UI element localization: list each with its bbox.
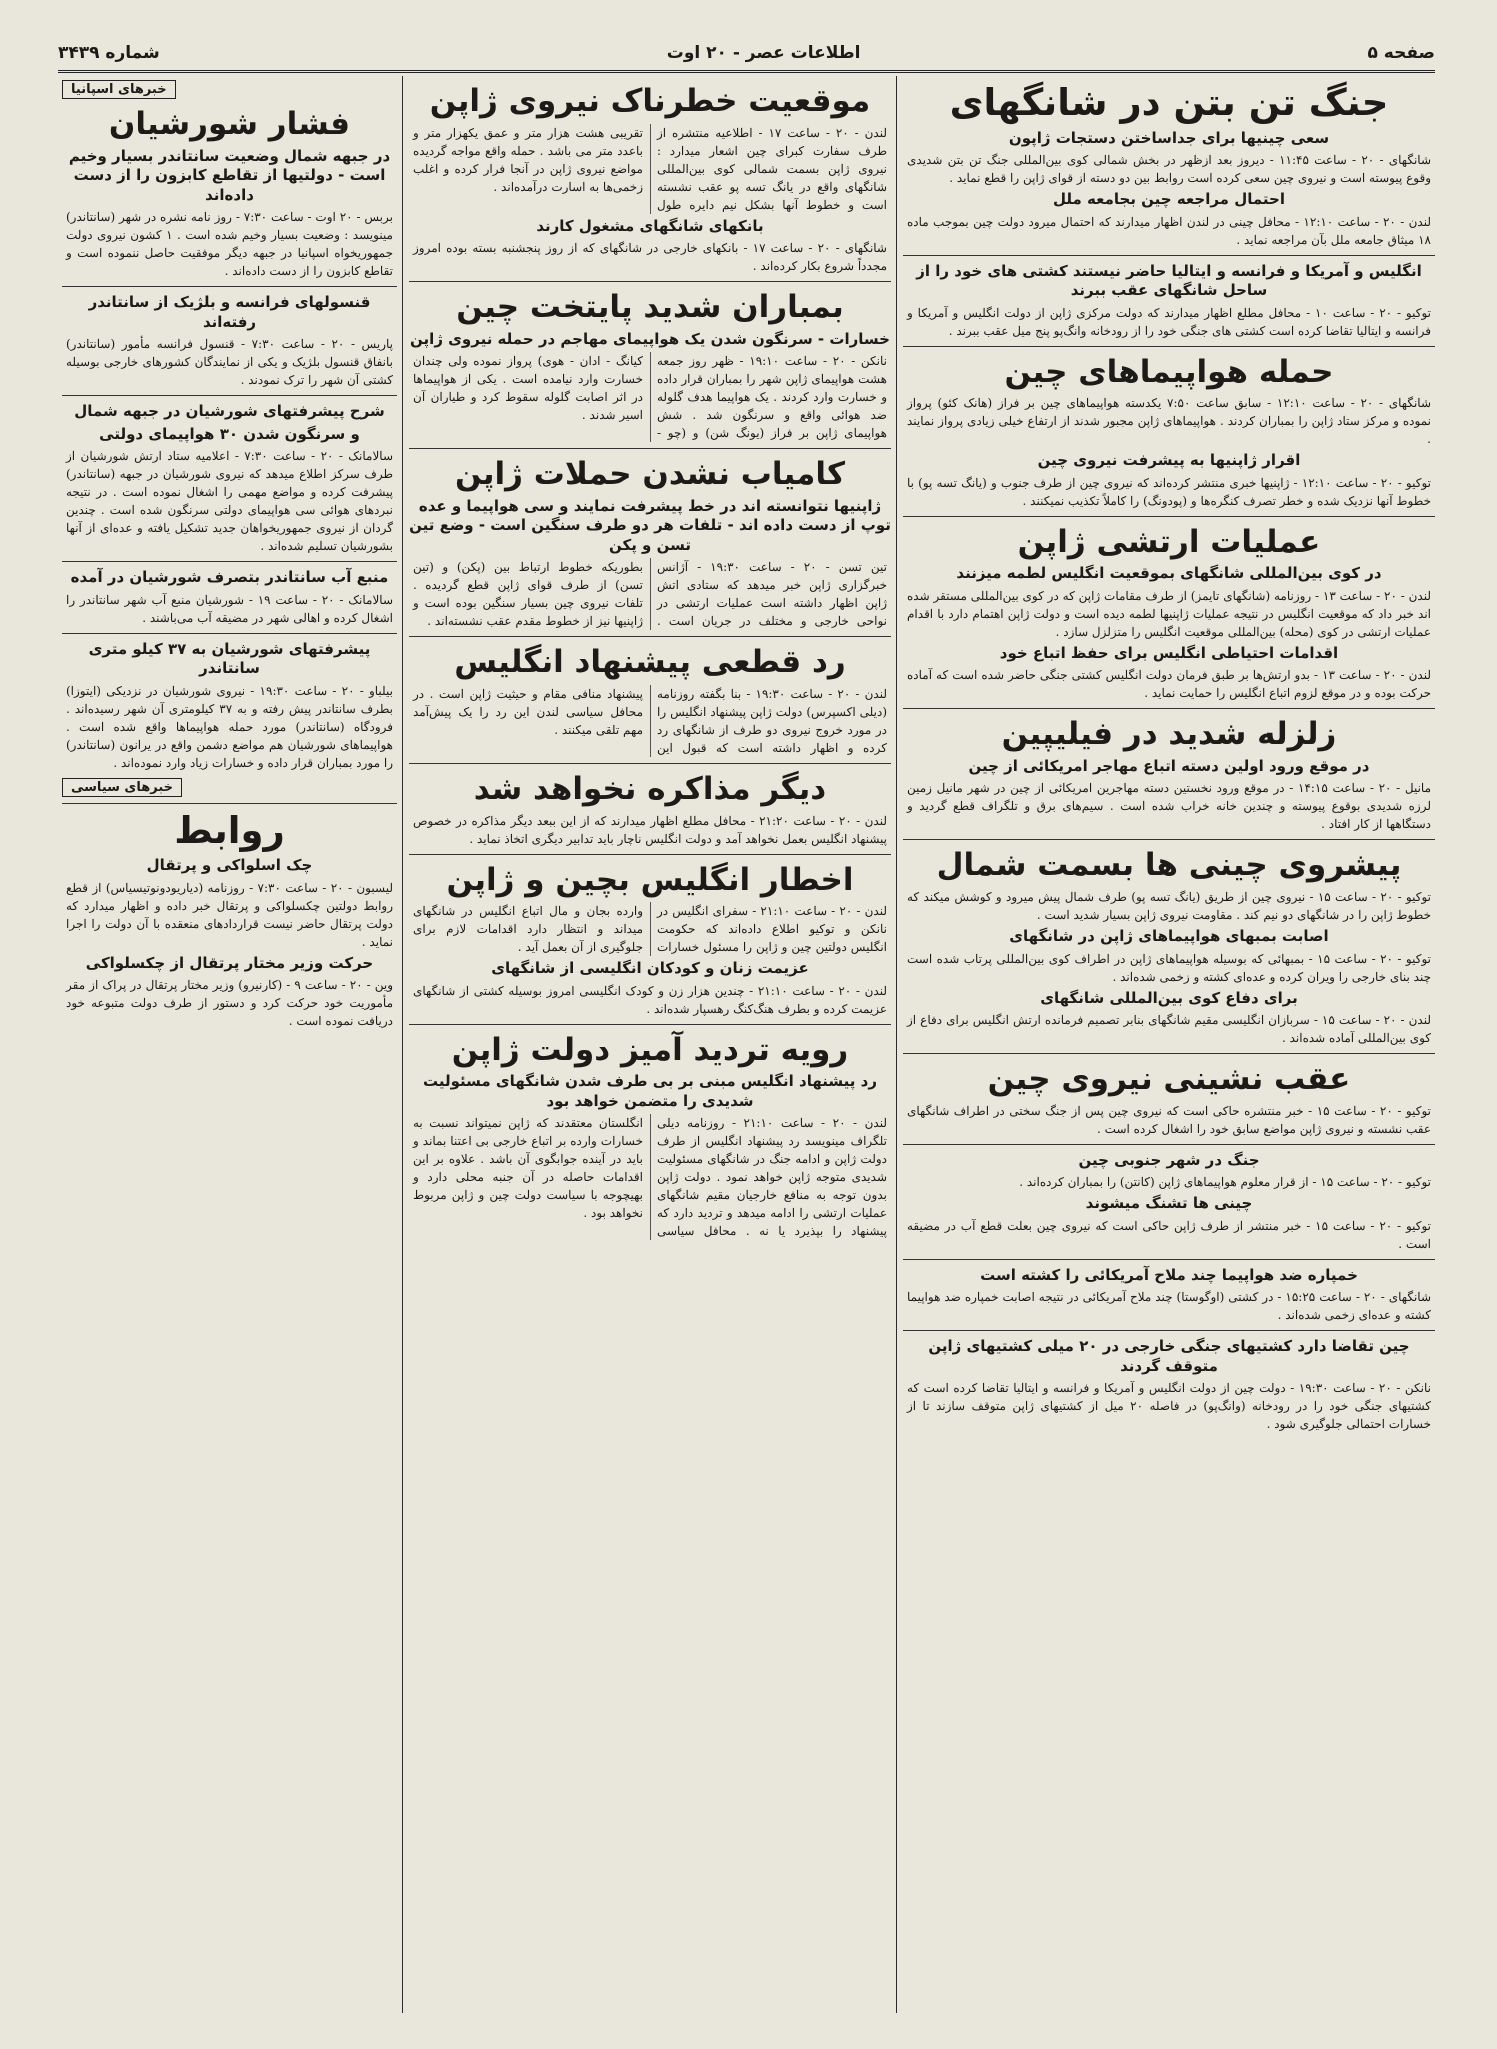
- subheadline: چینی ها تشنگ میشوند: [1085, 1194, 1253, 1213]
- headline: روابط: [174, 808, 285, 852]
- story-warship-distance: [903, 1337, 1435, 1433]
- column-right: [903, 76, 1435, 2013]
- subheadline: خسارات - سرنگون شدن یک هواپیمای مهاجم در حمله نیروی ژاپن: [410, 329, 890, 348]
- divider: [903, 1330, 1435, 1331]
- article-text: توکیو - ۲۰ - ساعت ۱۵ - خبر منتشره حاکی است که نیروی چین پس از جنگ سختی در اطراف شانگهای عقب نشسته و نیروی ژاپن مواضع سابق خود را اشغال کرده است .: [907, 1103, 1431, 1136]
- article-text: لندن - ۲۰ - ساعت ۱۷ - اطلاعیه منتشره از طرف سفارت کبرای چین اشعار میدارد : نیروی ژاپن بسمت شمالی کوی بین‌المللی شانگهای واقع در یانگ تسه پو عقب نشسته است و خطوط آنها بشکل نیم دایره طول تقریبی هشت هزار متر و عمق یکهزار متر و باعدد متر می باشد . حمله واقع مواجه گردیده مواضع نیروی ژاپن در آنجا فرار کرده و اغلب زخمی‌ها به اسارت درآمده‌اند .: [413, 125, 888, 212]
- masthead-rule: [58, 70, 1435, 73]
- divider: [409, 763, 891, 764]
- story-retreat: [903, 1062, 1435, 1138]
- headline: رد قطعی پیشنهاد انگلیس: [454, 644, 846, 681]
- divider: [409, 854, 891, 855]
- headline: عملیات ارتشی ژاپن: [1017, 523, 1321, 560]
- story-south-city: [903, 1151, 1435, 1253]
- page-number: صفحه ۵: [1367, 43, 1435, 63]
- headline: پیشرفتهای شورشیان به ۳۷ کیلو متری سانتاندر: [88, 639, 371, 678]
- masthead: [58, 38, 1435, 68]
- headline: شرح پیشرفتهای شورشیان در جبهه شمال: [74, 402, 385, 421]
- story-consuls: [62, 293, 397, 389]
- story-japan-danger: [409, 84, 891, 275]
- issue-number: شماره ۳۴۳۹: [58, 43, 160, 63]
- article-text: لندن - ۲۰ - ساعت ۱۳ - روزنامه (شانگهای تایمز) از طرف مقامات ژاپن که در کوی بین‌المللی مستقر شده اند خبر داد که موقعیت انگلیس در نتیجه عملیات ژاپنیها لطمه دیده است و دولت ژاپن اهتمام دارد با اقدام عملیات ارتشی در کوی (محله) بین‌المللی موقعیت انگلیس را متزلزل سازد .: [907, 588, 1432, 639]
- article-text: لندن - ۲۰ - ساعت ۱۹:۳۰ - بنا بگفته روزنامه (دیلی اکسپرس) دولت ژاپن پیشنهاد انگلیس را در مورد خروج نیروی دو طرف از شانگهای رد کرده و اظهار داشته است که قبول این پیشنهاد منافی مقام و حیثیت ژاپن است . در محافل سیاسی لندن این رد را یک پیش‌آمد مهم تلقی میکنند .: [413, 687, 888, 756]
- divider: [903, 1259, 1435, 1260]
- article-text: نانکن - ۲۰ - ساعت ۱۹:۱۰ - ظهر روز جمعه هشت هواپیمای ژاپن شهر را بمباران قرار داده و خسارت وارد کردند . یک هواپیما هدف گلوله ضد هوائی واقع و سرنگون شد . شش هواپیمای ژاپن بر فراز (یونگ شن) و (چو - کیانگ - ادان - هوی) پرواز نموده ولی چندان خسارت وارد نیامده است . یکی از هواپیماها در اثر اصابت گلوله سقوط کرد و طیاران آن اسیر شدند .: [413, 354, 887, 441]
- headline: جنگ در شهر جنوبی چین: [1078, 1150, 1260, 1169]
- headline: زلزله شدید در فیلیپین: [1001, 716, 1337, 753]
- subheadline: اصابت بمبهای هواپیماهای ژاپن در شانگهای: [1009, 927, 1329, 946]
- divider: [903, 708, 1435, 709]
- subheadline: احتمال مراجعه چین بجامعه ملل: [1053, 190, 1285, 209]
- story-rejection: [409, 645, 891, 757]
- subheadline: ژاپنیها نتوانسته اند در خط پیشرفت نمایند و سی هواپیما و عده توپ از دست داده اند - تلفات هر دو طرف سنگین است - وضع تین تسن و پکن: [409, 496, 891, 554]
- divider: [409, 1024, 891, 1025]
- article-text: لندن - ۲۰ - ساعت ۱۵ - سربازان انگلیسی مقیم شانگهای بنابر تصمیم فرمانده ارتش انگلیس برای دفاع از کوی بین‌المللی آماده شده‌اند .: [907, 1013, 1431, 1046]
- divider: [903, 1144, 1435, 1145]
- article-text: لندن - ۲۰ - ساعت ۲۱:۱۰ - روزنامه دیلی تلگراف مینویسد رد پیشنهاد انگلیس از طرف دولت ژاپن و ادامه جنگ در شانگهای مسئولیت شدیدی متوجه ژاپن خواهد نمود . دولت ژاپن بدون توجه به منافع خارجیان مقیم شانگهای عملیات ارتشی را ادامه میدهد و تردید دارد که پیشنهاد را بپذیرد یا نه . محافل سیاسی انگلستان معتقدند که ژاپن نمیتواند نسبت به خسارات وارده بر اتباع خارجی بی اعتنا بماند و باید در آینده جوابگوی آن باشد . علاوه بر این اقدامات حاصله در آن جنبه محلی دارد و بهیچوجه با سیاست دولت چین و ژاپن مربوط نخواهد بود .: [413, 1116, 887, 1239]
- subheadline: رد پیشنهاد انگلیس مبنی بر بی طرف شدن شانگهای مسئولیت شدیدی را متضمن خواهد بود: [423, 1072, 877, 1110]
- story-minister-departure: [62, 954, 397, 1031]
- divider: [62, 803, 397, 804]
- article-text: بربس - ۲۰ اوت - ساعت ۷:۳۰ - روز نامه نشره در شهر (سانتاندر) مینویسد : وضعیت بسیار وخیم شده است . ۱ کشون نیروی دولت جمهوریخواه اسپانیا در جبهه دیگر موفقیت حاصل ننموده است و تقاطع کابزون را از دست داده‌اند .: [66, 210, 393, 279]
- subheadline: در کوی بین‌المللی شانگهای بموقعیت انگلیس لطمه میزنند: [956, 564, 1382, 583]
- article-text: شانگهای - ۲۰ - ساعت ۱۱:۴۵ - دیروز بعد ازظهر در بخش شمالی کوی بین‌المللی جنگ تن بتن شدیدی وقوع پیوسته است و نیروی چین سعی کرده است روابط بین دو دسته از قوای ژاپن را قطع نماید .: [907, 153, 1431, 186]
- headline: چین تقاضا دارد کشتیهای جنگی خارجی در ۲۰ میلی کشتیهای ژاپن متوقف گردند: [928, 1337, 1410, 1375]
- subheadline: برای دفاع کوی بین‌المللی شانگهای: [1040, 988, 1298, 1007]
- divider: [903, 839, 1435, 840]
- headline: دیگر مذاکره نخواهد شد: [473, 771, 827, 808]
- story-relations: [62, 810, 397, 951]
- column-left: [62, 76, 397, 2013]
- headline: جنگ تن بتن در شانگهای: [949, 81, 1389, 124]
- story-failed-attacks: [409, 457, 891, 630]
- story-rebel-progress: [62, 402, 397, 555]
- story-britain-warning: [409, 863, 891, 1018]
- subheadline: عزیمت زنان و کودکان انگلیسی از شانگهای: [491, 959, 809, 978]
- divider: [409, 636, 891, 637]
- story-shanghai-fight: [903, 82, 1435, 249]
- subheadline: چک اسلواکی و پرتقال: [146, 856, 313, 875]
- article-text: توکیو - ۲۰ - ساعت ۱۵ - نیروی چین از طریق (یانگ تسه پو) طرف شمال پیش میرود و کوشش میکند که خطوط ژاپن را در شانگهای دو نیم کند . مقاومت نیروی ژاپن بسیار شدید است .: [907, 890, 1432, 923]
- headline: کامیاب نشدن حملات ژاپن: [454, 456, 846, 493]
- headline: قنسولهای فرانسه و بلژیک از سانتاندر رفته‌اند: [88, 293, 371, 331]
- headline: منبع آب سانتاندر بتصرف شورشیان در آمده: [70, 568, 389, 587]
- article-text: شانگهای - ۲۰ - ساعت ۱۲:۱۰ - سابق ساعت ۷:۵۰ یکدسته هواپیماهای چین بر فراز (هانک کئو) پرواز نموده و مرکز ستاد ژاپن را بمباران کردند . هواپیماهای ژاپن مجبور شدند از ارتفاع خیلی زیادی پرواز نمایند .: [907, 396, 1432, 447]
- story-japan-operations: [903, 525, 1435, 703]
- subheadline: بانکهای شانگهای مشغول کارند: [536, 216, 764, 235]
- story-37km: [62, 640, 397, 772]
- article-text: توکیو - ۲۰ - ساعت ۱۲:۱۰ - ژاپنیها خبری منتشر کرده‌اند که نیروی چین از طرف جنوب و (یانگ تسه پو) با خطوط آنها نزدیک شده و خطر تصرف کنگره‌ها و (پودونگ) را کاملاً تکذیب نمیکنند .: [907, 475, 1431, 508]
- article-text: لندن - ۲۰ - ساعت ۲۱:۱۰ - چندین هزار زن و کودک انگلیسی امروز بوسیله کشتی از شانگهای عزیمت کرده و بطرف هنگ‌کنگ رهسپار شده‌اند .: [413, 983, 888, 1016]
- divider: [903, 346, 1435, 347]
- divider: [62, 395, 397, 396]
- story-japan-hesitation: [409, 1033, 891, 1241]
- divider: [903, 255, 1435, 256]
- headline: انگلیس و آمریکا و فرانسه و ایتالیا حاضر نیستند کشتی های خود را از ساحل شانگهای عقب ببرند: [916, 261, 1422, 300]
- article-text: شانگهای - ۲۰ - ساعت ۱۵:۲۵ - در کشتی (اوگوستا) چند ملاح آمریکائی در نتیجه اصابت خمپاره ضد هواپیما کشته و عده‌ای زخمی شده‌اند .: [907, 1290, 1431, 1323]
- story-advance-north: [903, 848, 1435, 1047]
- subheadline: در موقع ورود اولین دسته اتباع مهاجر امریکائی از چین: [968, 756, 1370, 775]
- story-rebel-pressure: [62, 107, 397, 280]
- story-warships: [903, 262, 1435, 340]
- headline: پیشروی چینی ها بسمت شمال: [936, 847, 1402, 884]
- divider: [409, 281, 891, 282]
- article-text: لندن - ۲۰ - ساعت ۱۲:۱۰ - محافل چینی در لندن اظهار میدارند که احتمال میرود دولت چین بموجب ماده ۱۸ میثاق جامعه ملل بآن مراجعه نماید .: [907, 214, 1431, 247]
- article-text: پاریس - ۲۰ - ساعت ۷:۳۰ - قنسول فرانسه مأمور (سانتاندر) بانفاق قنسول بلژیک و یکی از نمایندگان کشورهای خارجی بوسیله کشتی آن شهر را ترک نمودند .: [66, 337, 393, 388]
- article-text: سالامانک - ۲۰ - ساعت ۱۹ - شورشیان منبع آب شهر سانتاندر را اشغال کرده و اهالی شهر در مضیقه آب می‌باشند .: [66, 592, 394, 625]
- divider: [903, 516, 1435, 517]
- article-text: توکیو - ۲۰ - ساعت ۱۵ - از قرار معلوم هواپیماهای ژاپن (کانتن) را بمباران کرده‌اند .: [1019, 1175, 1431, 1190]
- headline: موقعیت خطرناک نیروی ژاپن: [429, 83, 871, 119]
- article-text: لندن - ۲۰ - ساعت ۱۳ - بدو ارتش‌ها بر طبق فرمان دولت انگلیس کشتی جنگی حاضر شده است که آماده حرکت بوده و در موقع لزوم اتباع انگلیس را حمایت نماید .: [907, 668, 1431, 701]
- column-rule: [402, 76, 403, 2013]
- article-text: لیسبون - ۲۰ - ساعت ۷:۳۰ - روزنامه (دیاریودونوتیسیاس) از قطع روابط دولتین چکسلواکی و پرتقال خبر داده و اظهار میدارد که دولت پرتقال حاضر نیست قراردادهای منعقده با آن دولت را اجرا نماید .: [66, 880, 393, 949]
- headline: رویه تردید آمیز دولت ژاپن: [451, 1031, 849, 1068]
- headline: حرکت وزیر مختار پرتقال از چکسلواکی: [85, 953, 374, 972]
- headline: اخطار انگلیس بچین و ژاپن: [446, 861, 854, 898]
- divider: [62, 633, 397, 634]
- headline: عقب نشینی نیروی چین: [987, 1061, 1351, 1098]
- article-text: تین تسن - ۲۰ - ساعت ۱۹:۳۰ - آژانس خبرگزاری ژاپن خبر میدهد که ستادی اتش ژاپن اظهار داشته است عملیات ارتشی در نواحی خارجی و مختلف در جریان است . بطوریکه خطوط ارتباط بین (پکن) و (تین تسن) از طرف قوای ژاپن قطع گردیده . تلفات نیروی چین بسیار سنگین بوده است و ژاپنیها نیز از خطوط مقدم عقب نشسته‌اند .: [413, 560, 887, 629]
- divider: [62, 286, 397, 287]
- column-rule: [896, 76, 897, 2013]
- subheadline: و سرنگون شدن ۳۰ هواپیمای دولتی: [99, 424, 360, 443]
- headline: خمپاره ضد هواپیما چند ملاح آمریکائی را کشته است: [980, 1265, 1358, 1284]
- subheadline: اقرار ژاپنیها به پیشرفت نیروی چین: [1037, 451, 1301, 470]
- subheadline: سعی چینیها برای جداساختن دستجات ژاپون: [1008, 128, 1330, 147]
- article-text: توکیو - ۲۰ - ساعت ۱۵ - خبر منتشر از طرف ژاپن حاکی است که نیروی چین بعلت قطع آب در مضیقه است .: [907, 1218, 1432, 1251]
- article-text: لندن - ۲۰ - ساعت ۲۱:۱۰ - سفرای انگلیس در نانکن و توکیو اطلاع داده‌اند که حکومت انگلیس دولتین چین و ژاپن را مسئول خسارات وارده بجان و مال اتباع انگلیس در شانگهای میداند و انتظار دارد اقدامات لازم برای جلوگیری از آن بعمل آید .: [413, 904, 888, 955]
- article-text: توکیو - ۲۰ - ساعت ۱۰ - محافل مطلع اظهار میدارند که دولت مرکزی ژاپن از دولت انگلیس و آمریکا و فرانسه و ایتالیا تقاضا کرده است کشتی های جنگی خود را از رودخانه وانگ‌پو پنج میل عقب ببرند .: [907, 305, 1431, 338]
- headline: بمباران شدید پایتخت چین: [456, 289, 844, 326]
- divider: [409, 448, 891, 449]
- article-text: لندن - ۲۰ - ساعت ۲۱:۲۰ - محافل مطلع اظهار میدارند که از این ببعد دیگر مذاکره در خصوص پیشنهاد انگلیس بعمل نخواهد آمد و دولت انگلیس ناچار باید تدابیر دیگری اتخاذ نماید .: [413, 813, 888, 846]
- story-chinese-planes: [903, 355, 1435, 510]
- article-text: مانیل - ۲۰ - ساعت ۱۴:۱۵ - در موقع ورود نخستین دسته مهاجرین امریکائی از چین در شهر مانیل زمین لرزه شدیدی بوقوع پیوسته و چندین خانه خراب شده است . سیم‌های برق و تلگراف قطع گردید و دستگاهها از کار افتاد .: [907, 781, 1432, 832]
- story-no-negotiation: [409, 772, 891, 848]
- article-text: نانکن - ۲۰ - ساعت ۱۹:۳۰ - دولت چین از دولت انگلیس و آمریکا و فرانسه و ایتالیا تقاضا کرده است که کشتیهای جنگی خود را در رودخانه (وانگ‌پو) در فاصله ۲۰ میل از کشتیهای ژاپن متوقف سازند تا از خسارات احتمالی جلوگیری شود .: [907, 1381, 1432, 1432]
- divider: [903, 1053, 1435, 1054]
- article-text: بیلباو - ۲۰ - ساعت ۱۹:۳۰ - نیروی شورشیان در نزدیکی (ایتوزا) بطرف سانتاندر پیش رفته و به ۳۷ کیلومتری آن شهر رسیده‌اند . فرودگاه (سانتاندر) مورد حمله هواپیماها واقع شده است . هواپیماهای شورشیان هم مواضع دشمن واقع در یرانون (سانتاندر) را مورد بمباران قرار داده و خسارات زیاد وارد نموده‌اند .: [66, 683, 393, 770]
- story-philippines-quake: [903, 717, 1435, 833]
- article-text: توکیو - ۲۰ - ساعت ۱۵ - بمبهائی که بوسیله هواپیماهای ژاپن در اطراف کوی بین‌المللی پرتاب شده است چند بنای خارجی را ویران کرده و عده‌ای کشته و زخمی شده‌اند .: [907, 951, 1431, 984]
- section-label-spain: خبرهای اسپانیا: [62, 80, 176, 99]
- article-text: سالامانک - ۲۰ - ساعت ۷:۳۰ - اعلامیه ستاد ارتش شورشیان از طرف سرکز اطلاع میدهد که نیروی شورشیان در جبهه (سانتاندر) پیشرفت کرده و مواضع مهمی را اشغال نموده است . در نتیجه نبردهای هوائی سی هواپیمای دولتی سرنگون شده است . چندین گردان از نیروی جمهوریخواهان جدید تشکیل یافته و عده‌ای از آنها بشورشیان تسلیم شده‌اند .: [66, 449, 394, 554]
- divider: [62, 561, 397, 562]
- column-middle: [409, 76, 891, 2013]
- section-label-political: خبرهای سیاسی: [62, 778, 182, 797]
- headline: فشار شورشیان: [108, 106, 351, 142]
- subheadline: در جبهه شمال وضعیت سانتاندر بسیار وخیم است - دولتیها از تقاطع کابزون را از دست داده‌اند: [68, 146, 391, 204]
- story-water-source: [62, 568, 397, 627]
- article-text: وین - ۲۰ - ساعت ۹ - (کارنیرو) وزیر مختار پرتقال در پراک از مقر مأموریت خود حرکت کرد و دستور از طرف دولت متبوعه خود دریافت نموده است .: [66, 978, 393, 1029]
- story-antiaircraft: [903, 1266, 1435, 1325]
- paper-name-date: اطلاعات عصر - ۲۰ اوت: [666, 43, 861, 63]
- article-text: شانگهای - ۲۰ - ساعت ۱۷ - بانکهای خارجی در شانگهای که از روز پنجشنبه بسته بوده امروز مجدداً شروع بکار کرده‌اند .: [413, 241, 887, 274]
- subheadline: اقدامات احتیاطی انگلیس برای حفظ اتباع خود: [999, 643, 1339, 662]
- headline: حمله هواپیماهای چین: [1004, 353, 1334, 390]
- story-capital-bombing: [409, 290, 891, 442]
